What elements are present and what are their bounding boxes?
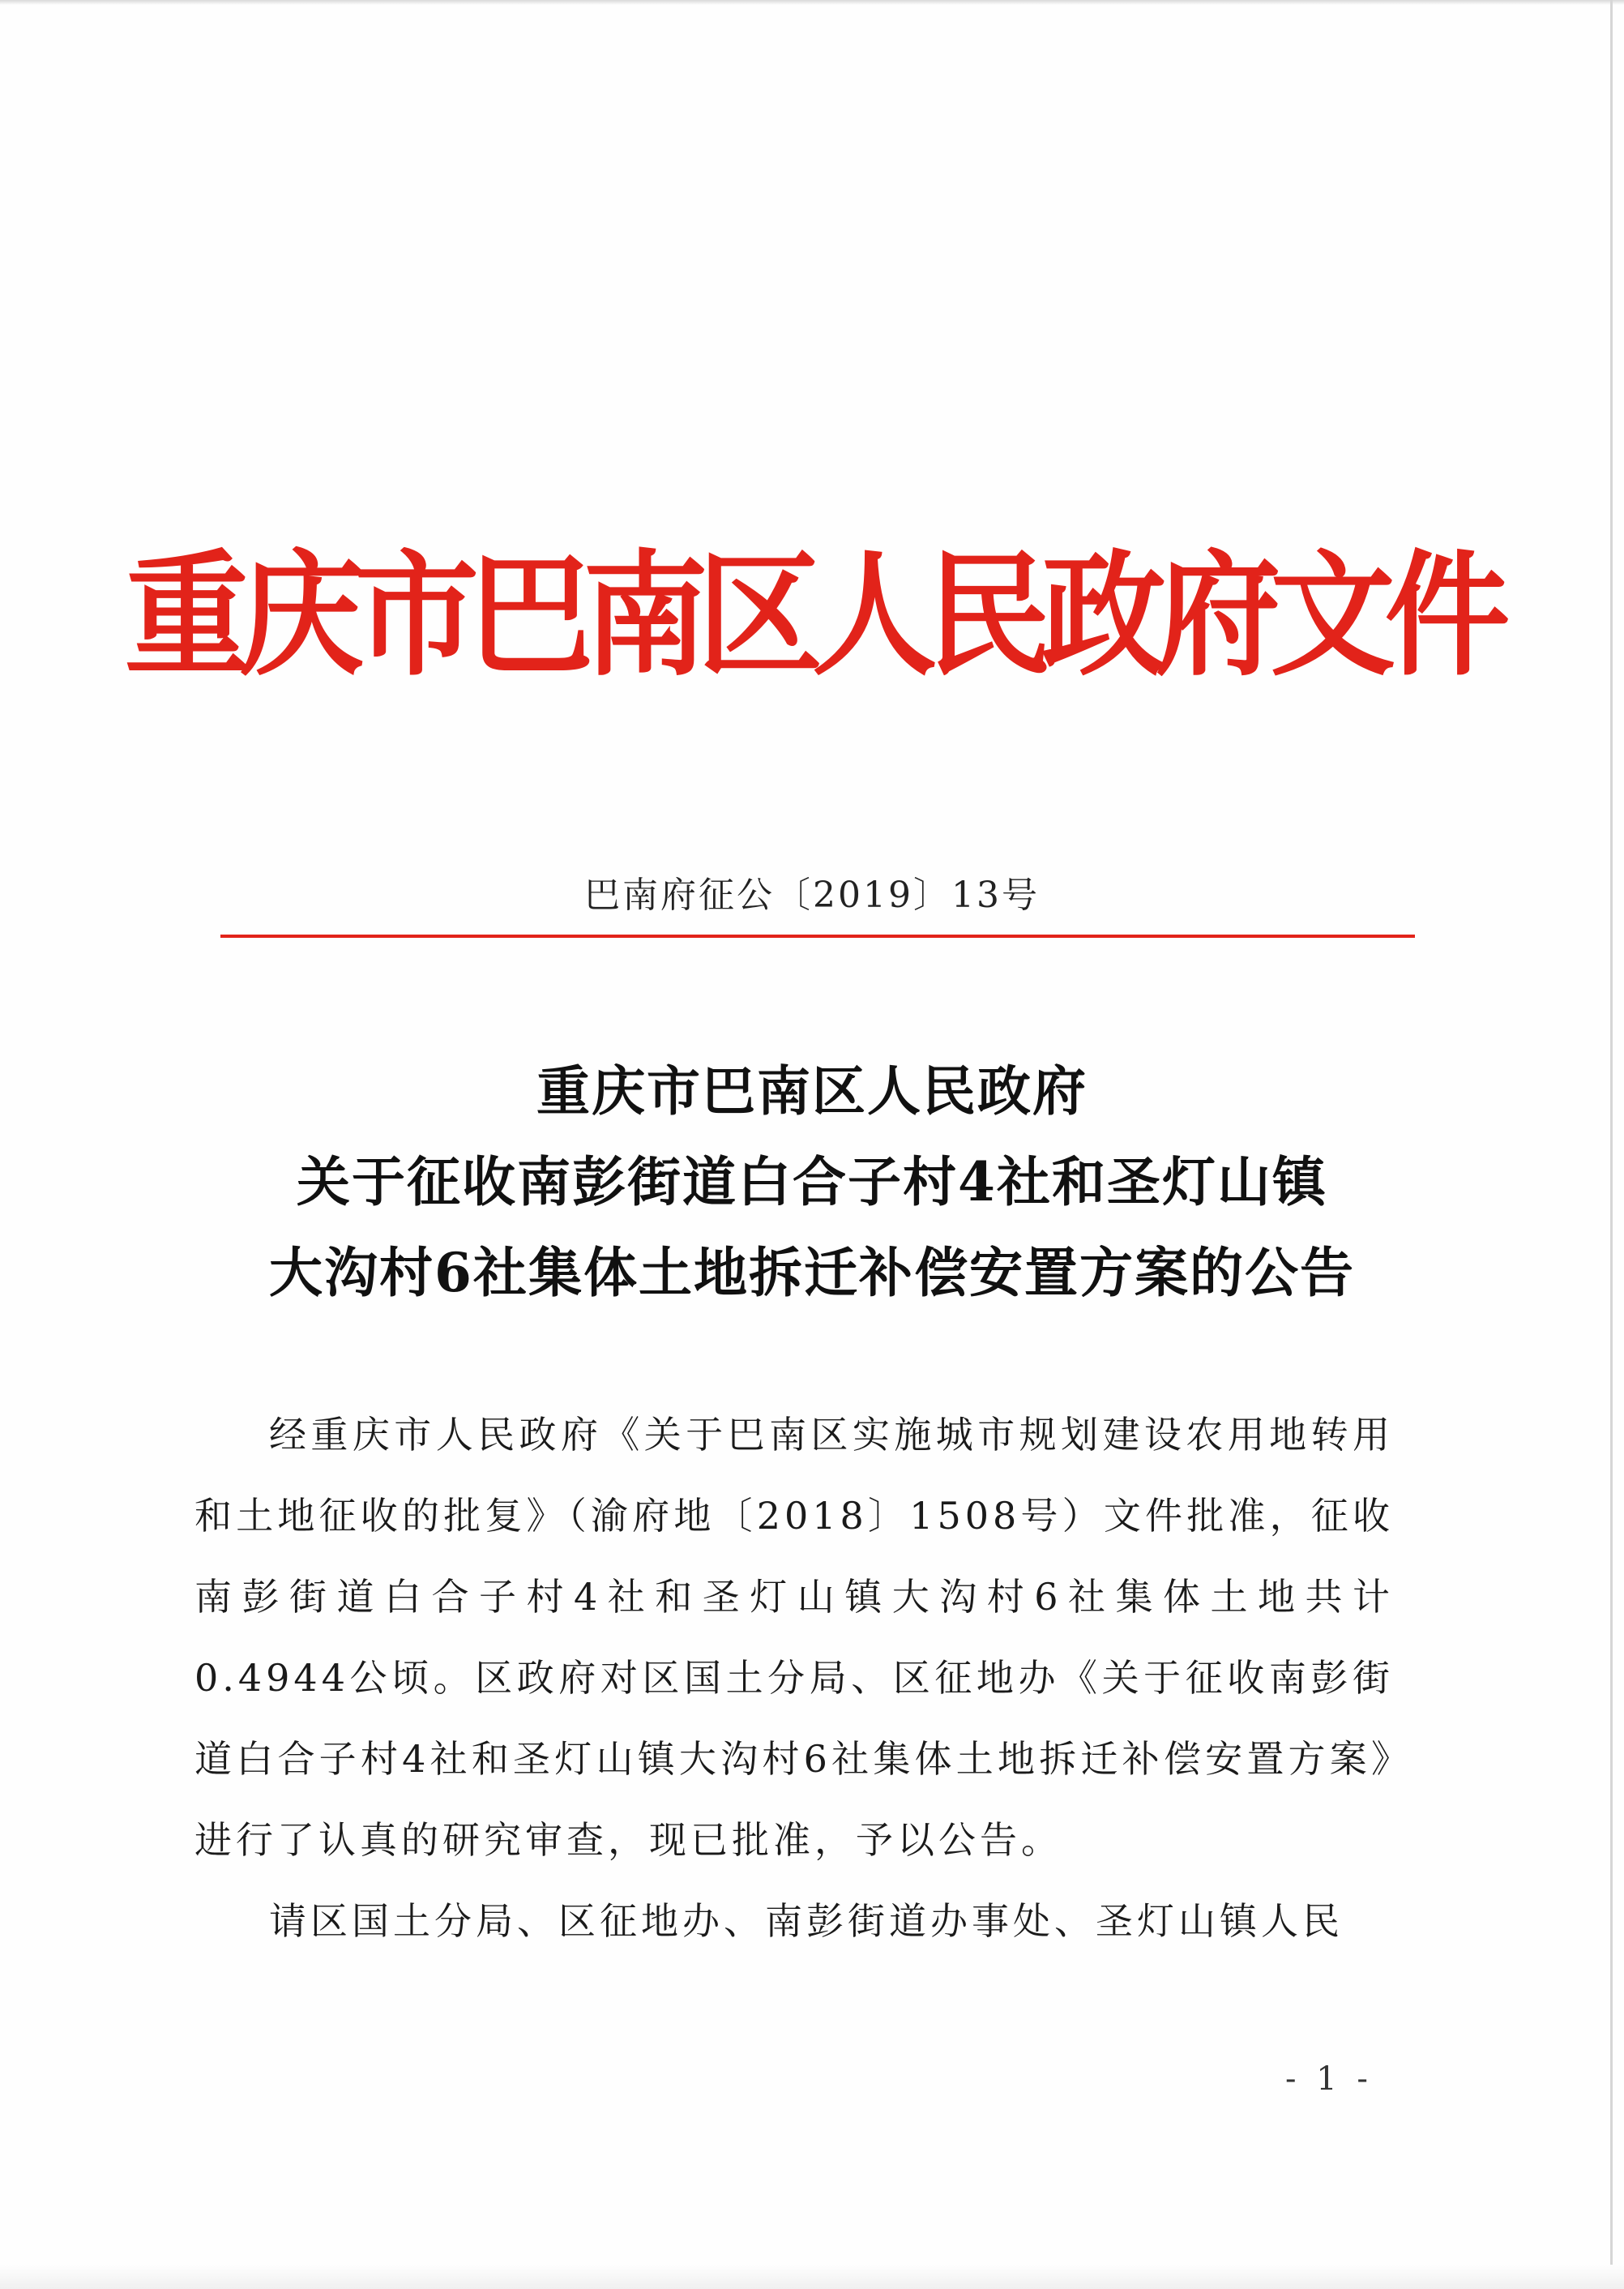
scan-edge-top [0,0,1624,5]
document-title [0,1046,1624,1318]
scan-edge-bottom [0,2265,1624,2289]
document-number: 巴南府征公〔2019〕13号 [584,875,1040,916]
body-paragraph: 请区国土分局、区征地办、南彭街道办事处、圣灯山镇人民 [269,1899,1344,1943]
title-line: 重庆市巴南区人民政府 [536,1059,1088,1123]
document-masthead: 重庆市巴南区人民政府文件 [124,537,1500,695]
title-line: 关于征收南彭街道白合子村4社和圣灯山镇 [297,1150,1327,1213]
document-body [194,1394,1394,1962]
title-line: 大沟村6社集体土地拆迁补偿安置方案的公告 [269,1241,1355,1304]
red-divider-line [220,935,1415,938]
page-number: - 1 - [1285,2060,1373,2098]
body-paragraph: 经重庆市人民政府《关于巴南区实施城市规划建设农用地转用和土地征收的批复》（渝府地〔2018〕1508号）文件批准，征收南彭街道白合子村4社和圣灯山镇大沟村6社集体土地共计0.4944公顷。区政府对区国土分局、区征地办《关于征收南彭街道白合子村4社和圣灯山镇大沟村6社集体土地拆迁补偿安置方案》进行了认真的研究审查，现已批准，予以公告。 [194,1413,1394,1862]
